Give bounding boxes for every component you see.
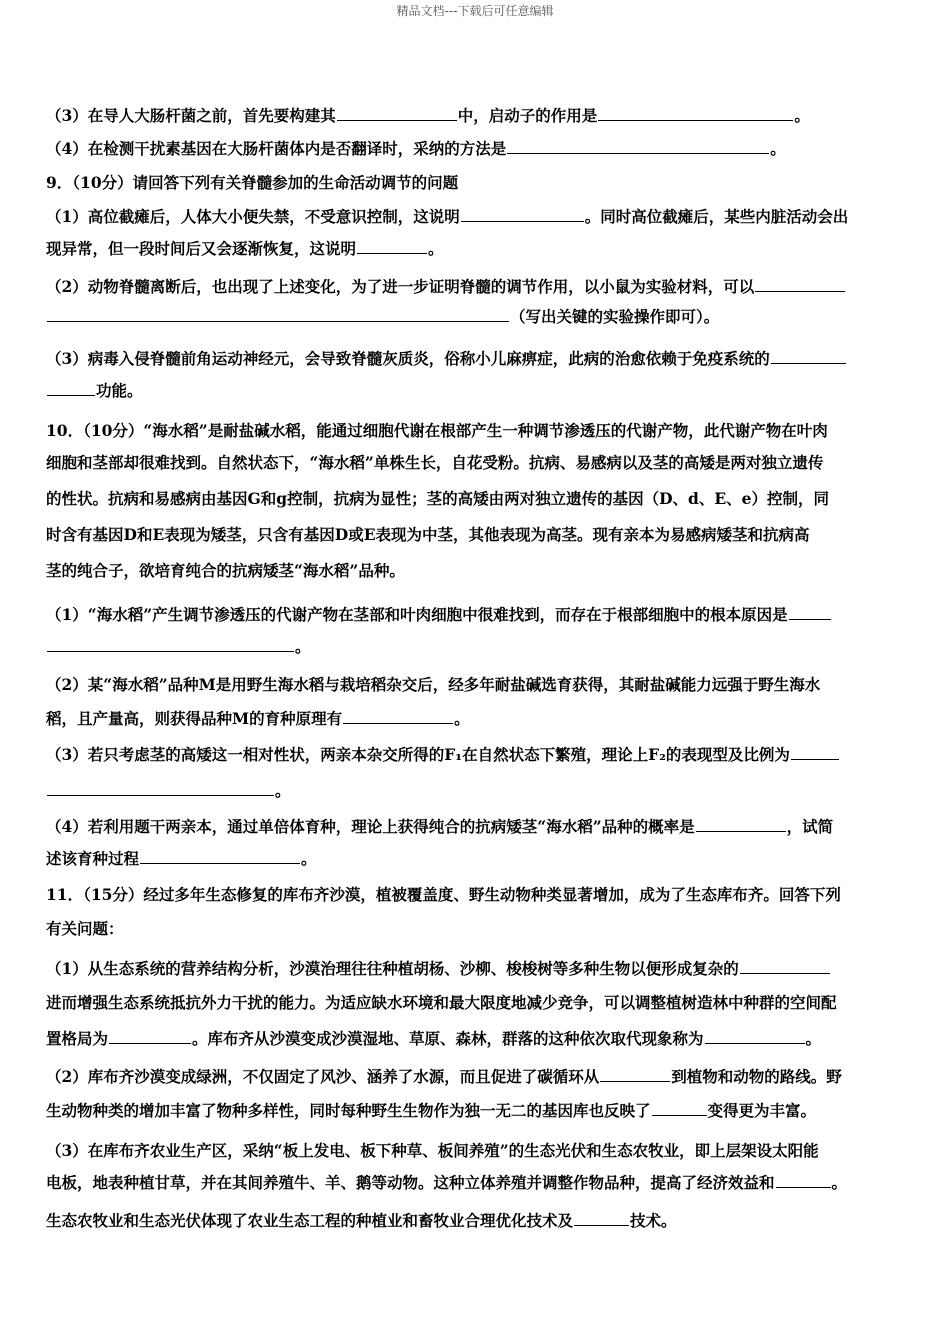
text-segment: 的性状。抗病和易感病由基因G和g控制，抗病为显性；茎的高矮由两对独立遗传的基因（D、d、E、e）控制，同	[46, 489, 830, 508]
text-line	[46, 206, 848, 228]
text-line	[46, 1028, 821, 1050]
text-line	[46, 918, 124, 940]
text-segment: （4）在检测干扰素基因在大肠杆菌体内是否翻译时，采纳的方法是	[46, 139, 507, 158]
text-line	[46, 636, 311, 658]
text-segment: 9．（10分）请回答下列有关脊髓参加的生命活动调节的问题	[46, 173, 459, 192]
text-segment: （1）高位截瘫后，人体大小便失禁，不受意识控制，这说明	[46, 207, 460, 226]
answer-blank[interactable]	[652, 1100, 707, 1116]
text-line	[46, 992, 837, 1014]
text-segment: （3）若只考虑茎的高矮这一相对性状，两亲本杂交所得的F₁在自然状态下繁殖，理论上F₂的表现型及比例为	[46, 745, 790, 764]
text-line	[46, 780, 291, 802]
text-segment: 到植物和动物的路线。野	[671, 1067, 842, 1086]
text-segment: 。	[794, 106, 810, 125]
text-line	[46, 604, 832, 626]
text-line	[46, 1100, 816, 1122]
text-line	[46, 452, 823, 474]
text-segment: （3）在导人大肠杆菌之前，首先要构建其	[46, 106, 336, 125]
text-segment: 有关问题：	[46, 919, 124, 938]
text-segment: 进而增强生态系统抵抗外力干扰的能力。为适应缺水环境和最大限度地减少竞争，可以调整植树造林中种群的空间配	[46, 993, 837, 1012]
text-segment: （3）病毒入侵脊髓前角运动神经元，会导致脊髓灰质炎，俗称小儿麻痹症，此病的治愈依赖于免疫系统的	[46, 349, 770, 368]
text-segment: 置格局为	[46, 1029, 109, 1048]
text-line	[46, 524, 810, 546]
answer-blank[interactable]	[791, 744, 839, 760]
answer-blank[interactable]	[776, 1172, 831, 1188]
text-segment: 生动物种类的增加丰富了物种多样性，同时每种野生生物作为独一无二的基因库也反映了	[46, 1101, 651, 1120]
text-segment: （写出关键的实验操作即可）。	[510, 307, 720, 326]
answer-blank[interactable]	[109, 1028, 191, 1044]
text-segment: 稻，且产量高，则获得品种M的育种原理有	[46, 709, 343, 728]
text-line	[46, 1066, 842, 1088]
answer-blank[interactable]	[600, 1066, 670, 1082]
answer-blank[interactable]	[696, 816, 786, 832]
answer-blank[interactable]	[140, 848, 300, 864]
text-line	[46, 1210, 677, 1232]
text-segment: 细胞和茎部却很难找到。自然状态下，“海水稻”单株生长，自花受粉。抗病、易感病以及茎的高矮是两对独立遗传	[46, 453, 824, 472]
text-segment: （2）库布齐沙漠变成绿洲，不仅固定了风沙、涵养了水源，而且促进了碳循环从	[46, 1067, 600, 1086]
answer-blank[interactable]	[337, 105, 457, 121]
answer-blank[interactable]	[357, 238, 427, 254]
text-segment: 。	[295, 637, 311, 656]
answer-blank[interactable]	[771, 348, 846, 364]
text-segment: 电板，地表种植甘草，并在其间养殖牛、羊、鹅等动物。这种立体养殖并调整作物品种，提高了经济效益和	[46, 1173, 775, 1192]
text-segment: ，试简	[786, 817, 834, 836]
text-line	[46, 348, 847, 370]
text-line	[46, 238, 444, 260]
text-segment: 技术。	[630, 1211, 677, 1230]
text-segment: （1）“海水稻”产生调节渗透压的代谢产物在茎部和叶肉细胞中很难找到，而存在于根部细胞中的根本原因是	[46, 605, 788, 624]
answer-blank[interactable]	[343, 708, 453, 724]
text-segment: 。	[275, 781, 291, 800]
text-segment: （1）从生态系统的营养结构分析，沙漠治理往往种植胡杨、沙柳、梭梭树等多种生物以便形成复杂的	[46, 959, 739, 978]
text-line	[46, 744, 840, 766]
text-line	[46, 420, 828, 442]
text-segment: 时含有基因D和E表现为矮茎，只含有基因D或E表现为中茎，其他表现为高茎。现有亲本为易感病矮茎和抗病高	[46, 525, 810, 544]
text-segment: 。	[454, 709, 470, 728]
text-segment: 茎的纯合子，欲培育纯合的抗病矮茎“海水稻”品种。	[46, 561, 405, 580]
text-line	[46, 848, 317, 870]
text-segment: 。	[770, 139, 786, 158]
text-line	[46, 138, 786, 160]
text-segment: 。同时高位截瘫后，某些内脏活动会出	[584, 207, 849, 226]
answer-blank[interactable]	[740, 958, 830, 974]
text-line	[46, 1172, 847, 1194]
text-segment: 11．（15分）经过多年生态修复的库布齐沙漠，植被覆盖度、野生动物种类显著增加，成为了生态库布齐。回答下列	[46, 885, 841, 904]
text-segment: （3）在库布齐农业生产区，采纳“板上发电、板下种草、板间养殖”的生态光伏和生态农牧业，即上层架设太阳能	[46, 1141, 819, 1160]
text-segment: （4）若利用题干两亲本，通过单倍体育种，理论上获得纯合的抗病矮茎“海水稻”品种的概率是	[46, 817, 695, 836]
text-segment: （2）动物脊髓离断后，也出现了上述变化，为了进一步证明脊髓的调节作用，以小鼠为实验材料，可以	[46, 277, 755, 296]
answer-blank[interactable]	[461, 206, 584, 222]
text-line	[46, 884, 841, 906]
text-line	[46, 488, 829, 510]
text-segment: （2）某“海水稻”品种M是用野生海水稻与栽培稻杂交后，经多年耐盐碱选育获得，其耐盐碱能力远强于野生海水	[46, 675, 821, 694]
text-line	[46, 276, 846, 298]
page-header: 精品文档---下载后可任意编辑	[396, 4, 554, 18]
text-segment: 。	[831, 1173, 848, 1192]
text-line	[46, 172, 458, 194]
text-segment: 中，启动子的作用是	[457, 106, 598, 125]
text-segment: 。	[301, 849, 317, 868]
answer-blank[interactable]	[47, 380, 95, 396]
text-segment: 。库布齐从沙漠变成沙漠湿地、草原、森林，群落的这种依次取代现象称为	[192, 1029, 704, 1048]
answer-blank[interactable]	[705, 1028, 805, 1044]
text-segment: 生态农牧业和生态光伏体现了农业生态工程的种植业和畜牧业合理优化技术及	[46, 1211, 574, 1230]
text-line	[46, 560, 405, 582]
text-line	[46, 380, 143, 402]
text-line	[46, 958, 831, 980]
answer-blank[interactable]	[47, 306, 509, 322]
text-segment: 功能。	[96, 381, 143, 400]
text-line	[46, 1140, 819, 1162]
answer-blank[interactable]	[47, 780, 274, 796]
text-segment: 述该育种过程	[46, 849, 140, 868]
answer-blank[interactable]	[507, 138, 769, 154]
text-segment: 变得更为丰富。	[707, 1101, 817, 1120]
text-segment: 。	[428, 239, 444, 258]
answer-blank[interactable]	[755, 276, 845, 292]
answer-blank[interactable]	[789, 604, 831, 620]
text-line	[46, 674, 820, 696]
text-segment: 现异常，但一段时间后又会逐渐恢复，这说明	[46, 239, 357, 258]
text-line	[46, 816, 833, 838]
answer-blank[interactable]	[47, 636, 294, 652]
text-line	[46, 708, 470, 730]
text-line	[46, 105, 810, 127]
answer-blank[interactable]	[574, 1210, 629, 1226]
answer-blank[interactable]	[598, 105, 793, 121]
text-line	[46, 306, 719, 328]
text-segment: 10．（10分）“海水稻”是耐盐碱水稻，能通过细胞代谢在根部产生一种调节渗透压的代谢产物，此代谢产物在叶肉	[46, 421, 828, 440]
text-segment: 。	[805, 1029, 822, 1048]
